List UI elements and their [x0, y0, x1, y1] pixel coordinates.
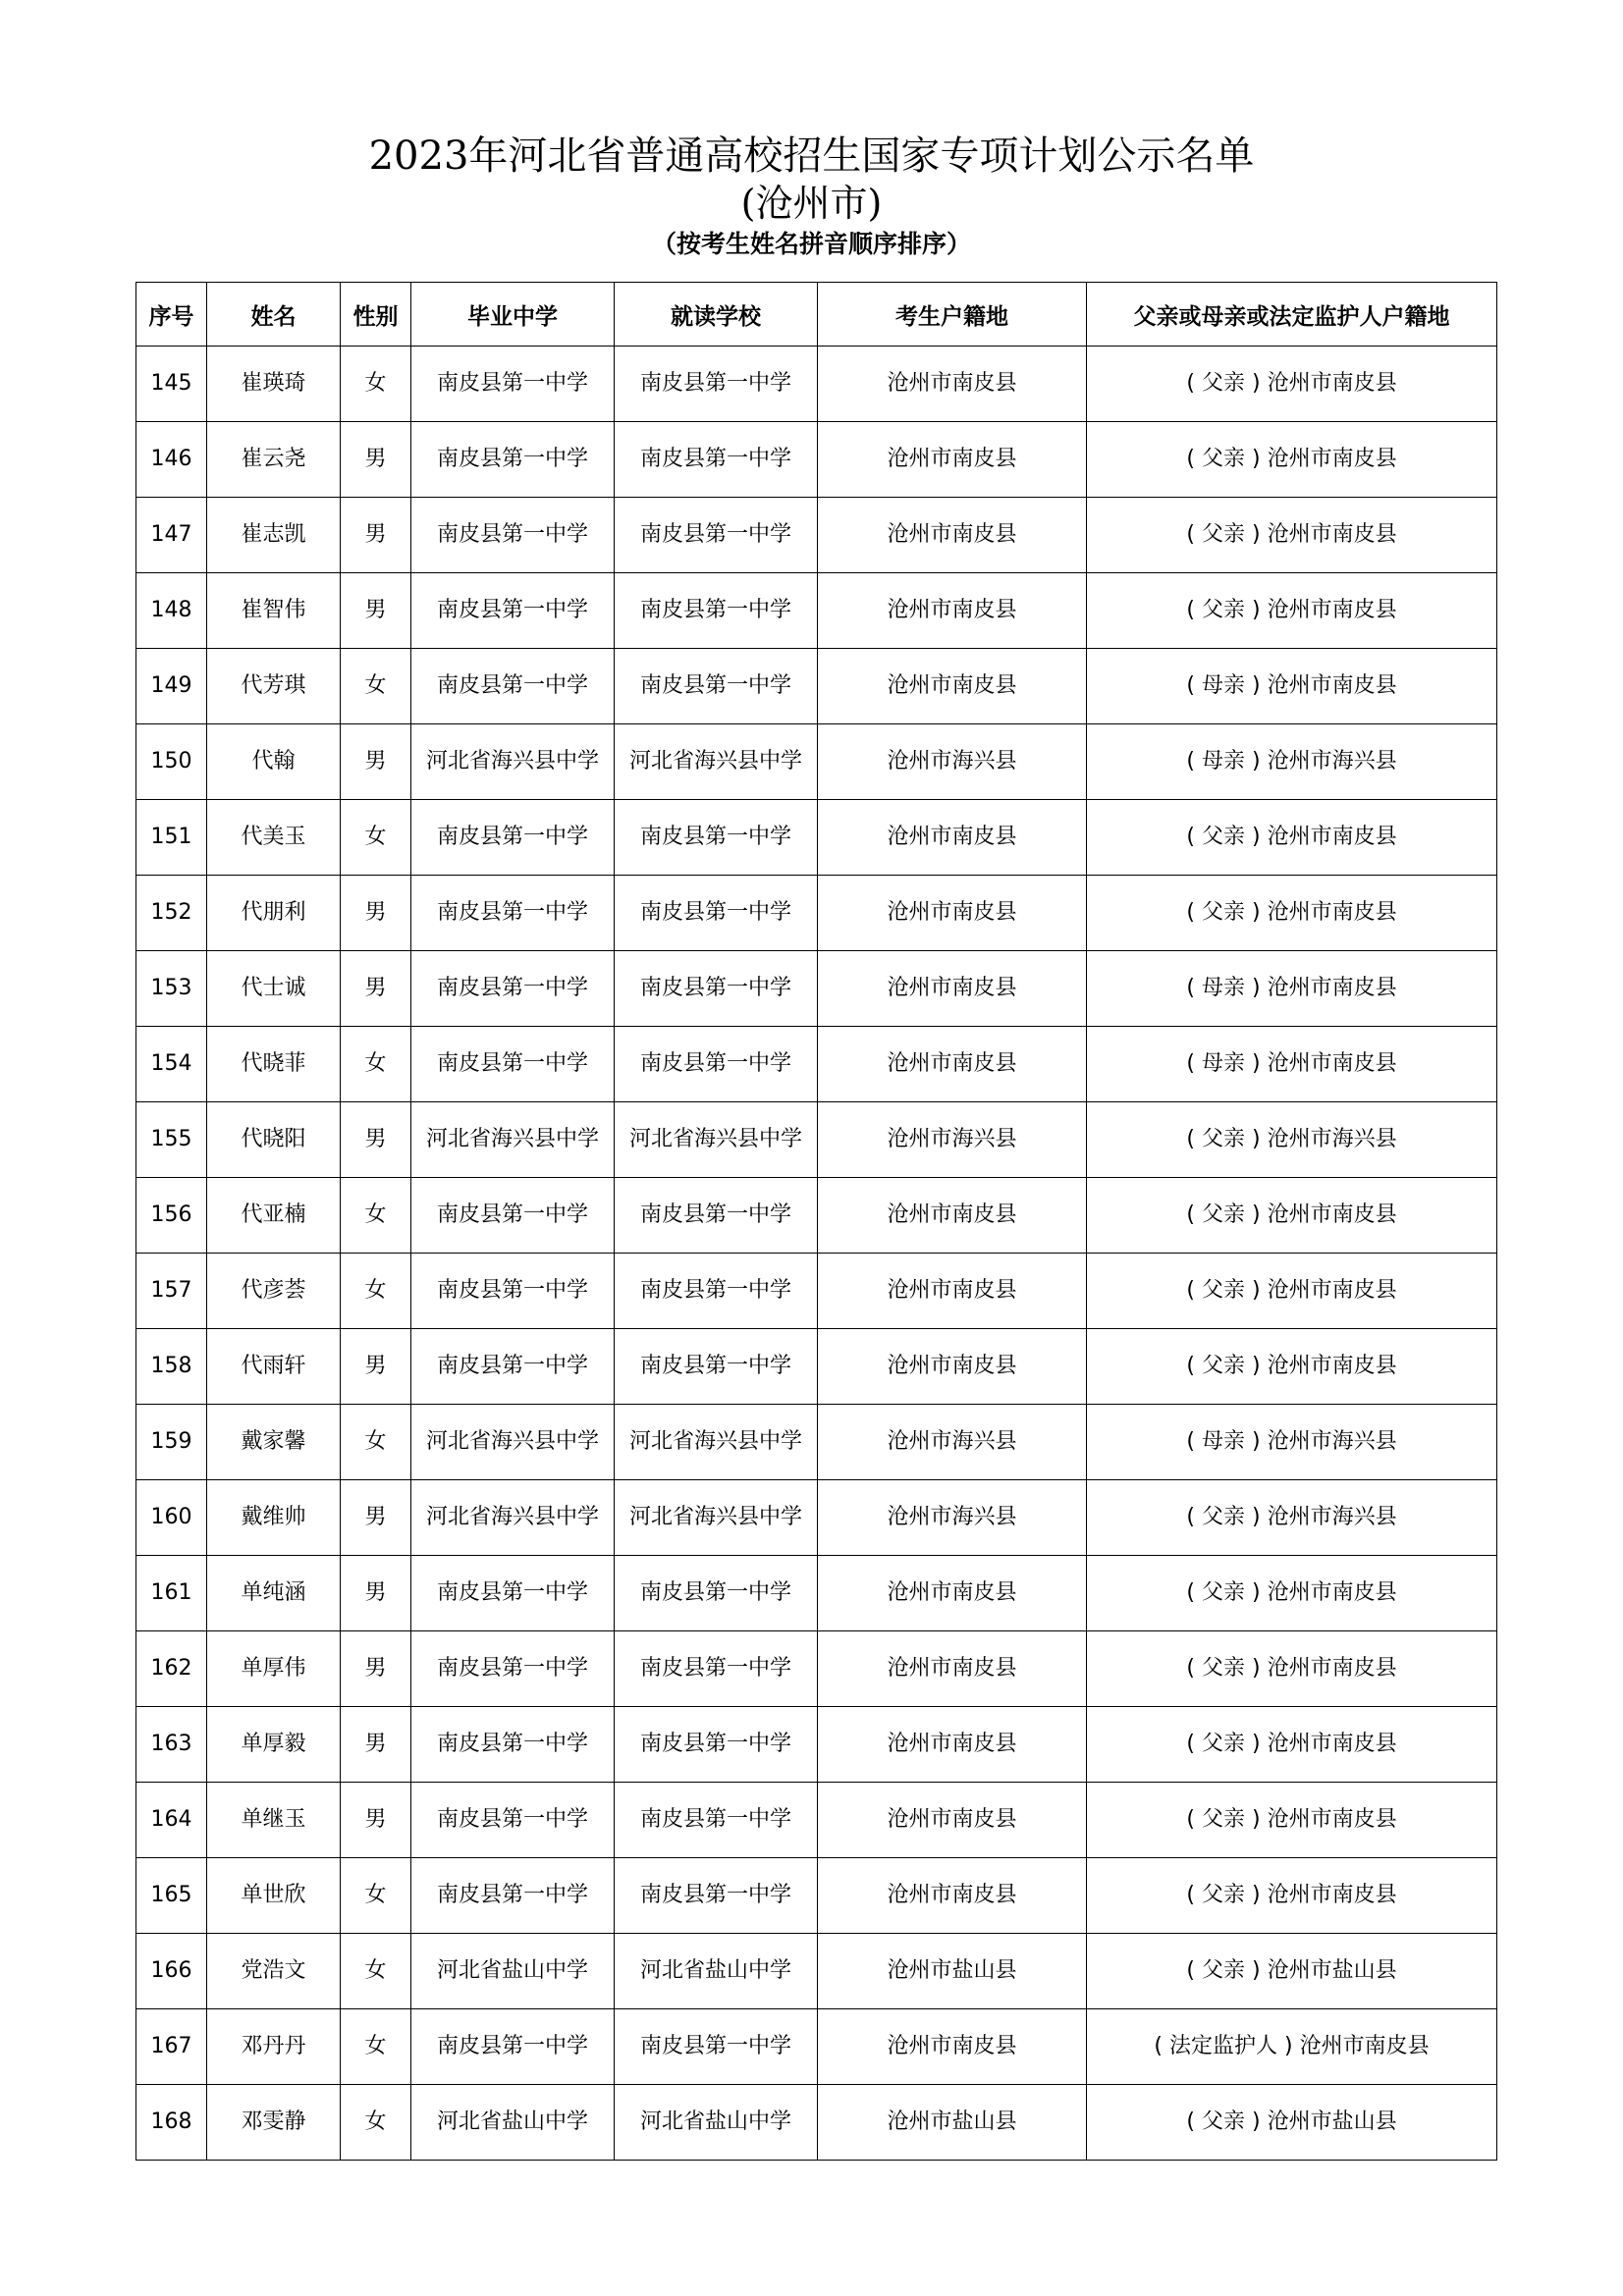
cell-graduated-school — [411, 2085, 615, 2161]
school-name: 南皮县第一中学 — [639, 1807, 791, 1832]
table-row — [136, 1178, 1497, 1254]
school-name: 南皮县第一中学 — [436, 976, 588, 1000]
cell-parent-hukou: ( 父亲 ) 沧州市南皮县 — [1087, 1707, 1497, 1783]
cell-parent-hukou: ( 父亲 ) 沧州市南皮县 — [1087, 1329, 1497, 1405]
cell-seq: 162 — [136, 1631, 207, 1707]
school-name: 南皮县第一中学 — [436, 1656, 588, 1681]
cell-student-hukou: 沧州市南皮县 — [818, 498, 1087, 573]
cell-current-school — [615, 1405, 818, 1480]
cell-name: 崔智伟 — [207, 573, 341, 649]
cell-gender: 男 — [341, 1707, 411, 1783]
school-name: 河北省海兴县中学 — [628, 749, 802, 774]
cell-parent-hukou: ( 父亲 ) 沧州市南皮县 — [1087, 422, 1497, 498]
cell-graduated-school — [411, 1102, 615, 1178]
table-row — [136, 1707, 1497, 1783]
cell-name: 邓雯静 — [207, 2085, 341, 2161]
table-row — [136, 1254, 1497, 1329]
cell-student-hukou: 沧州市南皮县 — [818, 1858, 1087, 1934]
cell-seq: 150 — [136, 724, 207, 800]
cell-name: 崔瑛琦 — [207, 347, 341, 422]
school-name: 南皮县第一中学 — [436, 522, 588, 547]
cell-graduated-school — [411, 724, 615, 800]
table-row — [136, 573, 1497, 649]
cell-parent-hukou: ( 父亲 ) 沧州市南皮县 — [1087, 1556, 1497, 1631]
school-name: 南皮县第一中学 — [436, 1732, 588, 1756]
candidate-table — [135, 282, 1497, 2161]
cell-parent-hukou: ( 父亲 ) 沧州市南皮县 — [1087, 1858, 1497, 1934]
cell-name: 单世欣 — [207, 1858, 341, 1934]
cell-gender: 女 — [341, 1254, 411, 1329]
cell-name: 戴家馨 — [207, 1405, 341, 1480]
school-name: 南皮县第一中学 — [436, 900, 588, 925]
school-name: 河北省海兴县中学 — [425, 749, 599, 774]
cell-graduated-school — [411, 1480, 615, 1556]
cell-seq: 168 — [136, 2085, 207, 2161]
cell-current-school — [615, 1707, 818, 1783]
cell-student-hukou: 沧州市海兴县 — [818, 1405, 1087, 1480]
cell-graduated-school — [411, 1178, 615, 1254]
table-row — [136, 1631, 1497, 1707]
cell-graduated-school — [411, 1556, 615, 1631]
cell-student-hukou: 沧州市南皮县 — [818, 1178, 1087, 1254]
cell-gender: 男 — [341, 1480, 411, 1556]
cell-student-hukou: 沧州市南皮县 — [818, 1631, 1087, 1707]
cell-gender: 女 — [341, 1027, 411, 1102]
cell-seq: 157 — [136, 1254, 207, 1329]
school-name: 南皮县第一中学 — [436, 1807, 588, 1832]
school-name: 南皮县第一中学 — [436, 371, 588, 396]
cell-parent-hukou: ( 父亲 ) 沧州市南皮县 — [1087, 347, 1497, 422]
cell-graduated-school — [411, 1329, 615, 1405]
school-name: 南皮县第一中学 — [639, 2034, 791, 2058]
school-name: 河北省海兴县中学 — [425, 1505, 599, 1529]
school-name: 南皮县第一中学 — [639, 522, 791, 547]
cell-gender: 女 — [341, 649, 411, 724]
cell-name: 党浩文 — [207, 1934, 341, 2009]
cell-current-school — [615, 800, 818, 876]
cell-gender: 男 — [341, 951, 411, 1027]
cell-parent-hukou: ( 父亲 ) 沧州市南皮县 — [1087, 1178, 1497, 1254]
cell-graduated-school — [411, 1254, 615, 1329]
cell-graduated-school — [411, 1783, 615, 1858]
cell-parent-hukou: ( 父亲 ) 沧州市南皮县 — [1087, 573, 1497, 649]
cell-name: 代翰 — [207, 724, 341, 800]
school-name: 南皮县第一中学 — [639, 673, 791, 698]
cell-name: 崔云尧 — [207, 422, 341, 498]
table-row — [136, 1405, 1497, 1480]
cell-current-school — [615, 1102, 818, 1178]
cell-student-hukou: 沧州市南皮县 — [818, 347, 1087, 422]
cell-parent-hukou: ( 父亲 ) 沧州市南皮县 — [1087, 1631, 1497, 1707]
cell-parent-hukou: ( 母亲 ) 沧州市海兴县 — [1087, 724, 1497, 800]
cell-name: 代彦荟 — [207, 1254, 341, 1329]
cell-name: 单继玉 — [207, 1783, 341, 1858]
cell-gender: 男 — [341, 498, 411, 573]
cell-parent-hukou: ( 父亲 ) 沧州市海兴县 — [1087, 1480, 1497, 1556]
school-name: 河北省海兴县中学 — [628, 1505, 802, 1529]
cell-seq: 149 — [136, 649, 207, 724]
cell-gender: 男 — [341, 1783, 411, 1858]
cell-current-school — [615, 498, 818, 573]
cell-name: 邓丹丹 — [207, 2009, 341, 2085]
school-name: 南皮县第一中学 — [639, 900, 791, 925]
cell-graduated-school — [411, 1631, 615, 1707]
cell-student-hukou: 沧州市南皮县 — [818, 1707, 1087, 1783]
cell-parent-hukou: ( 父亲 ) 沧州市海兴县 — [1087, 1102, 1497, 1178]
cell-current-school — [615, 2085, 818, 2161]
school-name: 河北省海兴县中学 — [425, 1127, 599, 1151]
cell-student-hukou: 沧州市南皮县 — [818, 1329, 1087, 1405]
cell-name: 单纯涵 — [207, 1556, 341, 1631]
school-name: 南皮县第一中学 — [639, 976, 791, 1000]
cell-gender: 男 — [341, 1556, 411, 1631]
col-header-parent-hukou: 父亲或母亲或法定监护人户籍地 — [1087, 283, 1497, 347]
cell-gender: 女 — [341, 347, 411, 422]
table-row — [136, 724, 1497, 800]
cell-graduated-school — [411, 1934, 615, 2009]
cell-student-hukou: 沧州市南皮县 — [818, 573, 1087, 649]
school-name: 南皮县第一中学 — [436, 1883, 588, 1907]
cell-name: 代亚楠 — [207, 1178, 341, 1254]
school-name: 南皮县第一中学 — [436, 447, 588, 471]
cell-gender: 女 — [341, 1178, 411, 1254]
cell-parent-hukou: ( 母亲 ) 沧州市南皮县 — [1087, 951, 1497, 1027]
school-name: 南皮县第一中学 — [436, 1278, 588, 1303]
table-row — [136, 951, 1497, 1027]
cell-seq: 166 — [136, 1934, 207, 2009]
school-name: 南皮县第一中学 — [436, 2034, 588, 2058]
cell-current-school — [615, 573, 818, 649]
cell-graduated-school — [411, 1405, 615, 1480]
cell-current-school — [615, 1556, 818, 1631]
table-row — [136, 876, 1497, 951]
cell-seq: 158 — [136, 1329, 207, 1405]
cell-gender: 男 — [341, 1102, 411, 1178]
school-name: 南皮县第一中学 — [436, 673, 588, 698]
cell-current-school — [615, 1631, 818, 1707]
cell-seq: 163 — [136, 1707, 207, 1783]
cell-parent-hukou: ( 父亲 ) 沧州市盐山县 — [1087, 1934, 1497, 2009]
col-header-student-hukou: 考生户籍地 — [818, 283, 1087, 347]
cell-current-school — [615, 2009, 818, 2085]
table-row — [136, 1934, 1497, 2009]
cell-name: 代士诚 — [207, 951, 341, 1027]
page-title: 2023年河北省普通高校招生国家专项计划公示名单 — [368, 133, 1255, 179]
cell-seq: 165 — [136, 1858, 207, 1934]
cell-graduated-school — [411, 2009, 615, 2085]
cell-current-school — [615, 1254, 818, 1329]
cell-student-hukou: 沧州市盐山县 — [818, 1934, 1087, 2009]
cell-seq: 154 — [136, 1027, 207, 1102]
cell-seq: 159 — [136, 1405, 207, 1480]
cell-graduated-school — [411, 1858, 615, 1934]
cell-name: 代朋利 — [207, 876, 341, 951]
school-name: 河北省盐山中学 — [639, 2109, 791, 2134]
cell-seq: 148 — [136, 573, 207, 649]
school-name: 河北省海兴县中学 — [628, 1127, 802, 1151]
table-row — [136, 347, 1497, 422]
cell-seq: 164 — [136, 1783, 207, 1858]
cell-current-school — [615, 951, 818, 1027]
cell-current-school — [615, 1178, 818, 1254]
cell-current-school — [615, 347, 818, 422]
school-name: 南皮县第一中学 — [639, 825, 791, 849]
cell-gender: 男 — [341, 724, 411, 800]
cell-seq: 156 — [136, 1178, 207, 1254]
cell-student-hukou: 沧州市盐山县 — [818, 2085, 1087, 2161]
cell-name: 代芳琪 — [207, 649, 341, 724]
school-name: 河北省海兴县中学 — [425, 1429, 599, 1454]
cell-current-school — [615, 724, 818, 800]
cell-seq: 151 — [136, 800, 207, 876]
table-header-row — [136, 283, 1497, 347]
table-row — [136, 1783, 1497, 1858]
table-row — [136, 800, 1497, 876]
col-header-gender: 性别 — [341, 283, 411, 347]
cell-student-hukou: 沧州市海兴县 — [818, 724, 1087, 800]
cell-gender: 男 — [341, 573, 411, 649]
cell-current-school — [615, 1027, 818, 1102]
school-name: 南皮县第一中学 — [639, 1202, 791, 1227]
school-name: 南皮县第一中学 — [639, 598, 791, 622]
cell-student-hukou: 沧州市南皮县 — [818, 1556, 1087, 1631]
table-row — [136, 1027, 1497, 1102]
cell-graduated-school — [411, 498, 615, 573]
school-name: 南皮县第一中学 — [436, 1354, 588, 1378]
cell-graduated-school — [411, 1027, 615, 1102]
school-name: 南皮县第一中学 — [639, 1883, 791, 1907]
cell-gender: 女 — [341, 1405, 411, 1480]
table-row — [136, 2085, 1497, 2161]
cell-current-school — [615, 876, 818, 951]
school-name: 南皮县第一中学 — [639, 371, 791, 396]
cell-student-hukou: 沧州市南皮县 — [818, 1254, 1087, 1329]
school-name: 河北省盐山中学 — [639, 1958, 791, 1983]
table-row — [136, 649, 1497, 724]
cell-student-hukou: 沧州市南皮县 — [818, 1783, 1087, 1858]
cell-gender: 女 — [341, 2009, 411, 2085]
page-subtitle: (沧州市) — [740, 182, 883, 225]
cell-graduated-school — [411, 800, 615, 876]
cell-graduated-school — [411, 649, 615, 724]
cell-parent-hukou: ( 父亲 ) 沧州市南皮县 — [1087, 498, 1497, 573]
cell-name: 代美玉 — [207, 800, 341, 876]
cell-gender: 男 — [341, 1329, 411, 1405]
cell-seq: 155 — [136, 1102, 207, 1178]
cell-graduated-school — [411, 573, 615, 649]
school-name: 河北省海兴县中学 — [628, 1429, 802, 1454]
cell-name: 代晓菲 — [207, 1027, 341, 1102]
cell-parent-hukou: ( 父亲 ) 沧州市南皮县 — [1087, 1783, 1497, 1858]
cell-gender: 女 — [341, 2085, 411, 2161]
cell-graduated-school — [411, 951, 615, 1027]
cell-current-school — [615, 1480, 818, 1556]
table-row — [136, 498, 1497, 573]
school-name: 南皮县第一中学 — [436, 825, 588, 849]
school-name: 南皮县第一中学 — [639, 1354, 791, 1378]
school-name: 南皮县第一中学 — [436, 1202, 588, 1227]
cell-current-school — [615, 649, 818, 724]
school-name: 南皮县第一中学 — [639, 1656, 791, 1681]
cell-name: 戴维帅 — [207, 1480, 341, 1556]
cell-parent-hukou: ( 父亲 ) 沧州市盐山县 — [1087, 2085, 1497, 2161]
cell-parent-hukou: ( 父亲 ) 沧州市南皮县 — [1087, 876, 1497, 951]
sort-note: （按考生姓名拼音顺序排序） — [651, 230, 971, 258]
cell-student-hukou: 沧州市南皮县 — [818, 951, 1087, 1027]
cell-student-hukou: 沧州市南皮县 — [818, 800, 1087, 876]
cell-student-hukou: 沧州市南皮县 — [818, 422, 1087, 498]
cell-parent-hukou: ( 父亲 ) 沧州市南皮县 — [1087, 800, 1497, 876]
cell-seq: 160 — [136, 1480, 207, 1556]
cell-student-hukou: 沧州市南皮县 — [818, 649, 1087, 724]
cell-student-hukou: 沧州市南皮县 — [818, 876, 1087, 951]
col-header-graduated-school: 毕业中学 — [411, 283, 615, 347]
school-name: 河北省盐山中学 — [436, 1958, 588, 1983]
cell-current-school — [615, 1934, 818, 2009]
cell-current-school — [615, 1858, 818, 1934]
cell-parent-hukou: ( 母亲 ) 沧州市南皮县 — [1087, 649, 1497, 724]
cell-student-hukou: 沧州市海兴县 — [818, 1480, 1087, 1556]
school-name: 南皮县第一中学 — [639, 1278, 791, 1303]
cell-seq: 147 — [136, 498, 207, 573]
cell-graduated-school — [411, 347, 615, 422]
school-name: 南皮县第一中学 — [436, 598, 588, 622]
cell-parent-hukou: ( 母亲 ) 沧州市南皮县 — [1087, 1027, 1497, 1102]
cell-student-hukou: 沧州市海兴县 — [818, 1102, 1087, 1178]
col-header-seq: 序号 — [136, 283, 207, 347]
cell-graduated-school — [411, 422, 615, 498]
table-row — [136, 1556, 1497, 1631]
cell-seq: 145 — [136, 347, 207, 422]
cell-current-school — [615, 1783, 818, 1858]
cell-seq: 161 — [136, 1556, 207, 1631]
cell-name: 单厚毅 — [207, 1707, 341, 1783]
table-row — [136, 422, 1497, 498]
col-header-current-school: 就读学校 — [615, 283, 818, 347]
cell-gender: 男 — [341, 422, 411, 498]
table-row — [136, 1102, 1497, 1178]
school-name: 南皮县第一中学 — [436, 1580, 588, 1605]
cell-name: 代雨轩 — [207, 1329, 341, 1405]
cell-current-school — [615, 1329, 818, 1405]
cell-gender: 女 — [341, 1858, 411, 1934]
cell-parent-hukou: ( 法定监护人 ) 沧州市南皮县 — [1087, 2009, 1497, 2085]
cell-gender: 女 — [341, 800, 411, 876]
cell-seq: 152 — [136, 876, 207, 951]
school-name: 南皮县第一中学 — [639, 1051, 791, 1076]
cell-parent-hukou: ( 父亲 ) 沧州市南皮县 — [1087, 1254, 1497, 1329]
table-row — [136, 2009, 1497, 2085]
cell-parent-hukou: ( 母亲 ) 沧州市海兴县 — [1087, 1405, 1497, 1480]
school-name: 南皮县第一中学 — [639, 1580, 791, 1605]
school-name: 南皮县第一中学 — [436, 1051, 588, 1076]
cell-name: 代晓阳 — [207, 1102, 341, 1178]
school-name: 南皮县第一中学 — [639, 1732, 791, 1756]
cell-seq: 153 — [136, 951, 207, 1027]
cell-seq: 167 — [136, 2009, 207, 2085]
school-name: 河北省盐山中学 — [436, 2109, 588, 2134]
cell-name: 崔志凯 — [207, 498, 341, 573]
table-row — [136, 1858, 1497, 1934]
cell-gender: 男 — [341, 1631, 411, 1707]
cell-current-school — [615, 422, 818, 498]
cell-graduated-school — [411, 1707, 615, 1783]
col-header-name: 姓名 — [207, 283, 341, 347]
cell-gender: 女 — [341, 1934, 411, 2009]
cell-student-hukou: 沧州市南皮县 — [818, 1027, 1087, 1102]
table-row — [136, 1329, 1497, 1405]
cell-name: 单厚伟 — [207, 1631, 341, 1707]
school-name: 南皮县第一中学 — [639, 447, 791, 471]
table-row — [136, 1480, 1497, 1556]
cell-seq: 146 — [136, 422, 207, 498]
cell-student-hukou: 沧州市南皮县 — [818, 2009, 1087, 2085]
cell-gender: 男 — [341, 876, 411, 951]
cell-graduated-school — [411, 876, 615, 951]
